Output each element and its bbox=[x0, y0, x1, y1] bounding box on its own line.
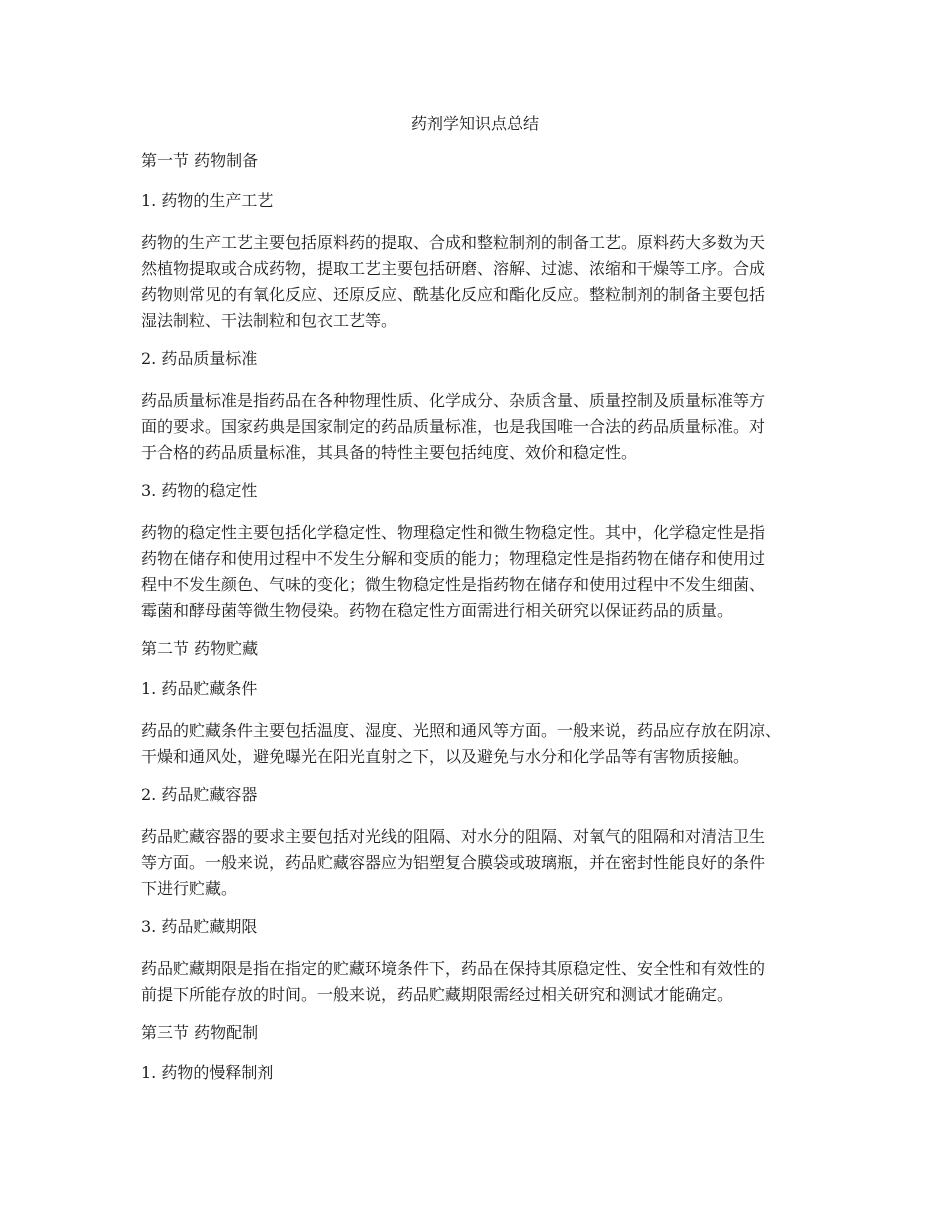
document-body bbox=[141, 150, 831, 1102]
paragraph bbox=[141, 388, 831, 466]
paragraph-line: 程中不发生颜色、气味的变化；微生物稳定性是指药物在储存和使用过程中不发生细菌、 bbox=[141, 575, 766, 594]
paragraph-line: 药物则常见的有氧化反应、还原反应、酰基化反应和酯化反应。整粒制剂的制备主要包括 bbox=[141, 285, 766, 304]
subsection-heading: 3. 药物的稳定性 bbox=[141, 481, 258, 500]
paragraph bbox=[141, 520, 831, 624]
paragraph-line: 湿法制粒、干法制粒和包衣工艺等。 bbox=[141, 311, 398, 330]
subsection-heading: 1. 药物的生产工艺 bbox=[141, 191, 274, 210]
subsection-heading: 1. 药物的慢释制剂 bbox=[141, 1063, 274, 1082]
paragraph bbox=[141, 230, 831, 334]
paragraph-line: 面的要求。国家药典是国家制定的药品质量标准，也是我国唯一合法的药品质量标准。对 bbox=[141, 417, 766, 436]
subsection-heading: 3. 药品贮藏期限 bbox=[141, 917, 258, 936]
subsection-heading: 2. 药品贮藏容器 bbox=[141, 785, 258, 804]
paragraph-line: 药品质量标准是指药品在各种物理性质、化学成分、杂质含量、质量控制及质量标准等方 bbox=[141, 391, 766, 410]
section-heading: 第一节 药物制备 bbox=[141, 151, 259, 170]
paragraph bbox=[141, 824, 831, 902]
paragraph-line: 干燥和通风处，避免曝光在阳光直射之下，以及避免与水分和化学品等有害物质接触。 bbox=[141, 747, 750, 766]
section-heading: 第二节 药物贮藏 bbox=[141, 639, 259, 658]
paragraph bbox=[141, 956, 831, 1008]
subsection-heading: 2. 药品质量标准 bbox=[141, 349, 258, 368]
paragraph bbox=[141, 718, 831, 770]
paragraph-line: 然植物提取或合成药物，提取工艺主要包括研磨、溶解、过滤、浓缩和干燥等工序。合成 bbox=[141, 259, 766, 278]
document-title: 药剂学知识点总结 bbox=[410, 114, 539, 133]
paragraph-line: 药品的贮藏条件主要包括温度、湿度、光照和通风等方面。一般来说，药品应存放在阴凉、 bbox=[141, 721, 782, 740]
paragraph-line: 下进行贮藏。 bbox=[141, 879, 238, 898]
paragraph-line: 等方面。一般来说，药品贮藏容器应为铝塑复合膜袋或玻璃瓶，并在密封性能良好的条件 bbox=[141, 853, 766, 872]
paragraph-line: 药物在储存和使用过程中不发生分解和变质的能力；物理稳定性是指药物在储存和使用过 bbox=[141, 549, 766, 568]
paragraph-line: 前提下所能存放的时间。一般来说，药品贮藏期限需经过相关研究和测试才能确定。 bbox=[141, 985, 734, 1004]
paragraph-line: 药品贮藏期限是指在指定的贮藏环境条件下，药品在保持其原稳定性、安全性和有效性的 bbox=[141, 959, 766, 978]
section-heading: 第三节 药物配制 bbox=[141, 1023, 259, 1042]
paragraph-line: 药物的生产工艺主要包括原料药的提取、合成和整粒制剂的制备工艺。原料药大多数为天 bbox=[141, 233, 766, 252]
paragraph-line: 药物的稳定性主要包括化学稳定性、物理稳定性和微生物稳定性。其中，化学稳定性是指 bbox=[141, 523, 766, 542]
paragraph-line: 于合格的药品质量标准，其具备的特性主要包括纯度、效价和稳定性。 bbox=[141, 443, 638, 462]
subsection-heading: 1. 药品贮藏条件 bbox=[141, 679, 258, 698]
paragraph-line: 霉菌和酵母菌等微生物侵染。药物在稳定性方面需进行相关研究以保证药品的质量。 bbox=[141, 601, 734, 620]
paragraph-line: 药品贮藏容器的要求主要包括对光线的阻隔、对水分的阻隔、对氧气的阻隔和对清洁卫生 bbox=[141, 827, 766, 846]
